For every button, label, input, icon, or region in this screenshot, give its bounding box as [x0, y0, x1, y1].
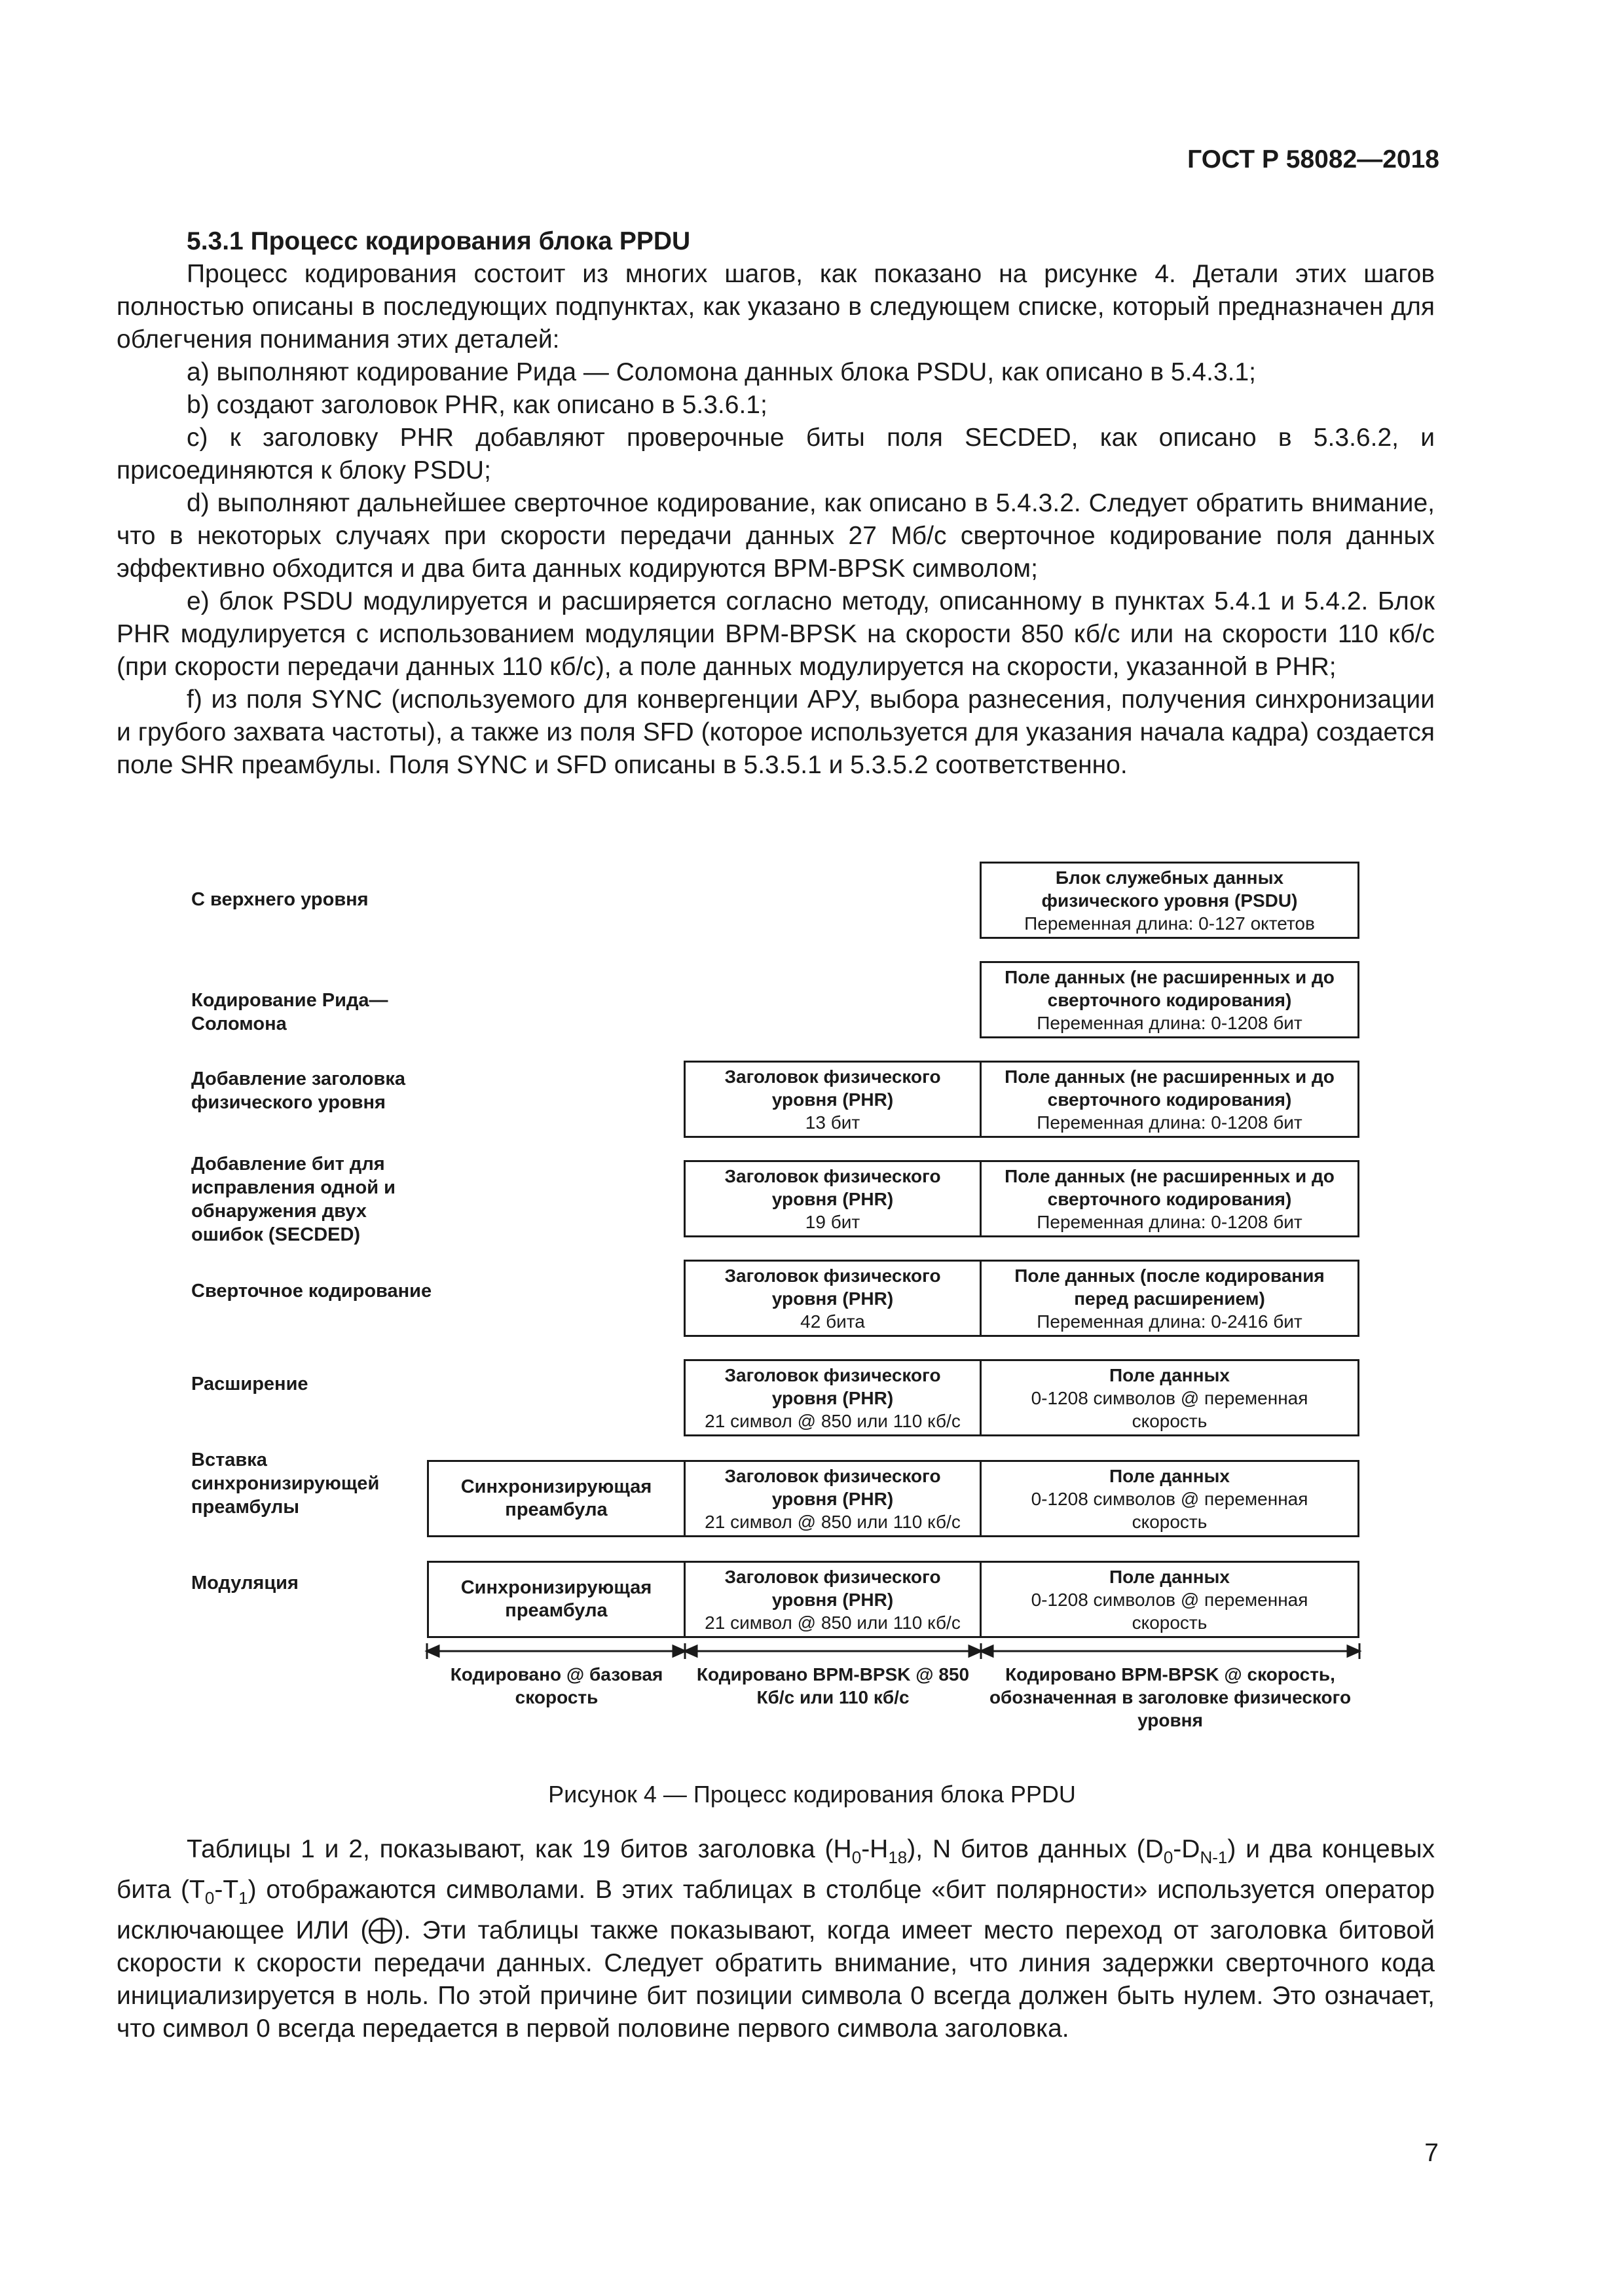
- figure-caption: Рисунок 4 — Процесс кодирования блока PPDU: [548, 1781, 1076, 1808]
- step-a: a) выполняют кодирование Рида — Соломона данных блока PSDU, как описано в 5.4.3.1;: [187, 358, 1256, 386]
- step-e: e) блок PSDU модулируется и расширяется согласно методу, описанному в пунктах 5.4.1 и 5.4.2. Блок PHR модулируется с использованием модуляции BPM-BPSK на скорости 850 кб/с или на скорости 110 кб/с (при скорости передачи данных 110 кб/с), а поле данных модулируется на скорости, указанной в PHR;: [117, 587, 1435, 681]
- step-d: d) выполняют дальнейшее сверточное кодирование, как описано в 5.4.3.2. Следует обратить внимание, что в некоторых случаях при скорости передачи данных 27 Мб/с сверточное кодирование поля данных эффективно обходится и два бита данных кодируются BPM-BPSK символом;: [117, 489, 1435, 583]
- figure-ppdu-encoding: [0, 845, 1624, 1755]
- row-label-rs: Кодирование Рида—Соломона: [191, 990, 388, 1034]
- section-title: 5.3.1 Процесс кодирования блока PPDU: [187, 227, 691, 255]
- intro-paragraph: Процесс кодирования состоит из многих шагов, как показано на рисунке 4. Детали этих шагов полностью описаны в последующих подпунктах, как указано в следующем списке, который предназначен для облегчения понимания этих деталей:: [117, 260, 1435, 354]
- body-text-top: [117, 225, 1435, 782]
- data-field-secded-box: Поле данных (не расширенных и до сверточного кодирования) Переменная длина: 0-1208 бит: [980, 1160, 1359, 1237]
- document-header: ГОСТ Р 58082—2018: [1187, 145, 1439, 173]
- encoding-label-data: Кодировано BPM-BPSK @ скорость, обозначенная в заголовке физического уровня: [989, 1664, 1352, 1730]
- row-label-secded: Добавление бит для исправления одной и обнаружения двух ошибок (SECDED): [191, 1154, 396, 1245]
- tables-paragraph: Таблицы 1 и 2, показывают, как 19 битов заголовка $(H_0-H_{18})$, N битов данных $(D_0-D_{N-1})$ и два концевых бита $(T_0-T_1)$ отображаются символами. В этих таблицах в столбце «бит полярности» используется оператор исключающее ИЛИ ( ). Эти таблицы также показывают, когда имеет место переход от заголовка битовой скорости к скорости передачи данных. Следует обратить внимание, что линия задержки сверточного кода инициализируется в ноль. По этой причине бит позиции символа 0 всегда должен быть нулем. Это означает, что символ 0 всегда передается в первой половине первого символа заголовка.: [117, 1835, 1435, 2043]
- row-label-sync: Вставка синхронизирующей преамбулы: [191, 1449, 380, 1518]
- phr-42-box: Заголовок физического уровня (PHR) 42 бита: [684, 1260, 982, 1337]
- row-label-mod: Модуляция: [191, 1573, 299, 1594]
- phr-13-box: Заголовок физического уровня (PHR) 13 бит: [684, 1061, 982, 1138]
- psdu-box: Блок служебных данных физического уровня (PSDU) Переменная длина: 0-127 октетов: [980, 862, 1359, 939]
- encoding-label-base: Кодировано @ базовая скорость: [450, 1664, 663, 1707]
- xor-operator-icon: [369, 1918, 395, 1944]
- phr-19-box: Заголовок физического уровня (PHR) 19 бит: [684, 1160, 982, 1237]
- step-f: f) из поля SYNC (используемого для конвергенции АРУ, выбора разнесения, получения синхронизации и грубого захвата частоты), а также из поля SFD (которое используется для указания начала кадра) создается поле SHR преамбулы. Поля SYNC и SFD описаны в 5.3.5.1 и 5.3.5.2 соответственно.: [117, 685, 1435, 779]
- row-label-upper: С верхнего уровня: [191, 889, 369, 910]
- phr-21-mod-box: Заголовок физического уровня (PHR) 21 символ @ 850 или 110 кб/с: [684, 1561, 982, 1638]
- page-number: 7: [1424, 2139, 1439, 2167]
- row-label-conv: Сверточное кодирование: [191, 1281, 432, 1302]
- phr-21-sync-box: Заголовок физического уровня (PHR) 21 символ @ 850 или 110 кб/с: [684, 1460, 982, 1537]
- step-b: b) создают заголовок PHR, как описано в 5.3.6.1;: [187, 391, 767, 419]
- data-field-spread-box: Поле данных 0-1208 символов @ переменная скорость: [980, 1359, 1359, 1436]
- row-label-spread: Расширение: [191, 1374, 308, 1394]
- phr-21-spread-box: Заголовок физического уровня (PHR) 21 символ @ 850 или 110 кб/с: [684, 1359, 982, 1436]
- row-label-phr: Добавление заголовка физического уровня: [191, 1068, 405, 1113]
- data-field-conv-box: Поле данных (после кодирования перед расширением) Переменная длина: 0-2416 бит: [980, 1260, 1359, 1337]
- data-field-mod-box: Поле данных 0-1208 символов @ переменная скорость: [980, 1561, 1359, 1638]
- step-c: c) к заголовку PHR добавляют проверочные биты поля SECDED, как описано в 5.3.6.2, и присоединяются к блоку PSDU;: [117, 424, 1435, 484]
- encoding-label-phr: Кодировано BPM-BPSK @ 850 Кб/с или 110 кб/с: [696, 1664, 970, 1707]
- encoding-arrows: [0, 845, 1624, 1755]
- body-text-bottom: [117, 1833, 1435, 2045]
- data-field-phr-box: Поле данных (не расширенных и до сверточного кодирования) Переменная длина: 0-1208 бит: [980, 1061, 1359, 1138]
- data-field-rs-box: Поле данных (не расширенных и до сверточного кодирования) Переменная длина: 0-1208 бит: [980, 961, 1359, 1038]
- sync-preamble-mod-box: Синхронизирующая преамбула: [427, 1561, 686, 1638]
- sync-preamble-box: Синхронизирующая преамбула: [427, 1460, 686, 1537]
- data-field-sync-box: Поле данных 0-1208 символов @ переменная скорость: [980, 1460, 1359, 1537]
